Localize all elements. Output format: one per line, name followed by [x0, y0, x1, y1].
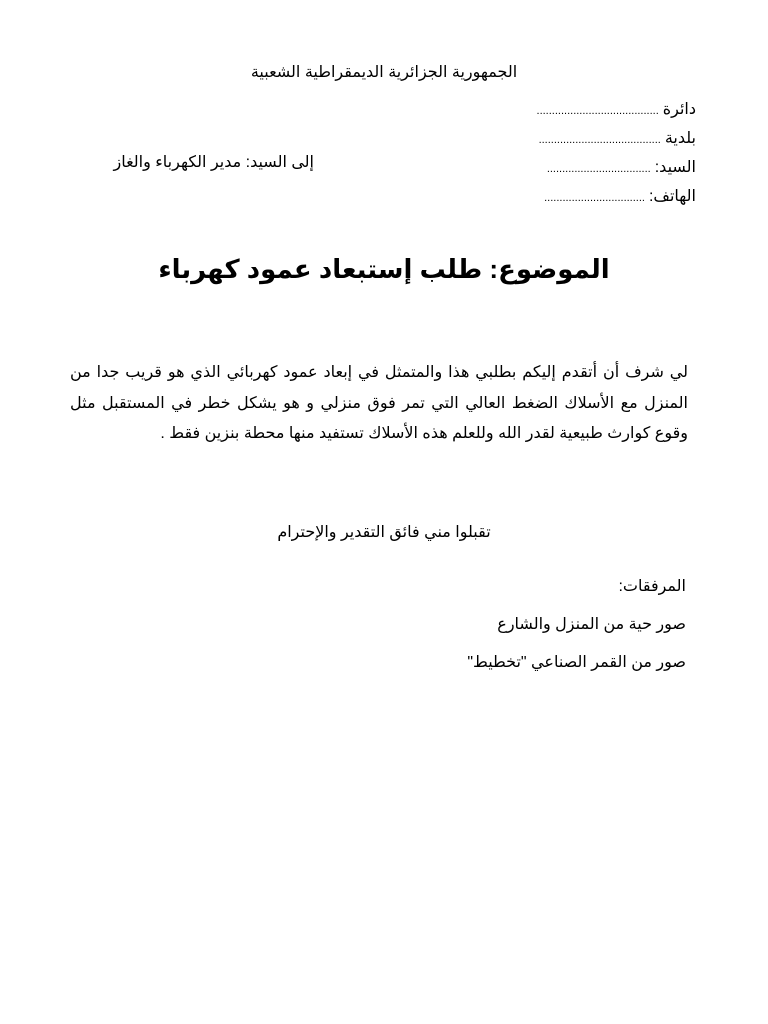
field-label: بلدية	[664, 130, 696, 147]
field-label: الهاتف:	[648, 188, 696, 205]
sender-info	[396, 96, 696, 212]
sender-field-baladiya	[396, 125, 696, 154]
addressee: إلى السيد: مدير الكهرباء والغاز	[113, 154, 314, 171]
attachments-section	[286, 568, 686, 682]
fill-dots: ..................................	[546, 163, 651, 175]
fill-dots: ........................................	[538, 134, 661, 146]
attachments-title: المرفقات:	[618, 578, 686, 595]
subject-title: الموضوع: طلب إستبعاد عمود كهرباء	[158, 254, 610, 284]
closing-line: تقبلوا مني فائق التقدير والإحترام	[277, 524, 491, 541]
republic-header: الجمهورية الجزائرية الديمقراطية الشعبية	[250, 64, 518, 81]
field-label: دائرة	[662, 101, 696, 118]
sender-field-daira	[396, 96, 696, 125]
body-paragraph: لي شرف أن أتقدم إليكم بطلبي هذا والمتمثل في إبعاد عمود كهربائي الذي هو قريب جدا من المنزل مع الأسلاك الضغط العالي التي تمر فوق منزلي و هو يشكل خطر في المستقبل مثل وقوع كوارث طبيعية لقدر الله وللعلم هذه الأسلاك تستفيد منها محطة بنزين فقط .	[70, 364, 688, 442]
sender-field-name	[396, 154, 696, 183]
fill-dots: .................................	[544, 192, 645, 204]
fill-dots: ........................................	[536, 105, 659, 117]
attachment-item: صور من القمر الصناعي "تخطيط"	[467, 654, 686, 671]
attachment-item: صور حية من المنزل والشارع	[497, 616, 686, 633]
field-label: السيد:	[654, 159, 696, 176]
sender-field-phone	[396, 183, 696, 212]
